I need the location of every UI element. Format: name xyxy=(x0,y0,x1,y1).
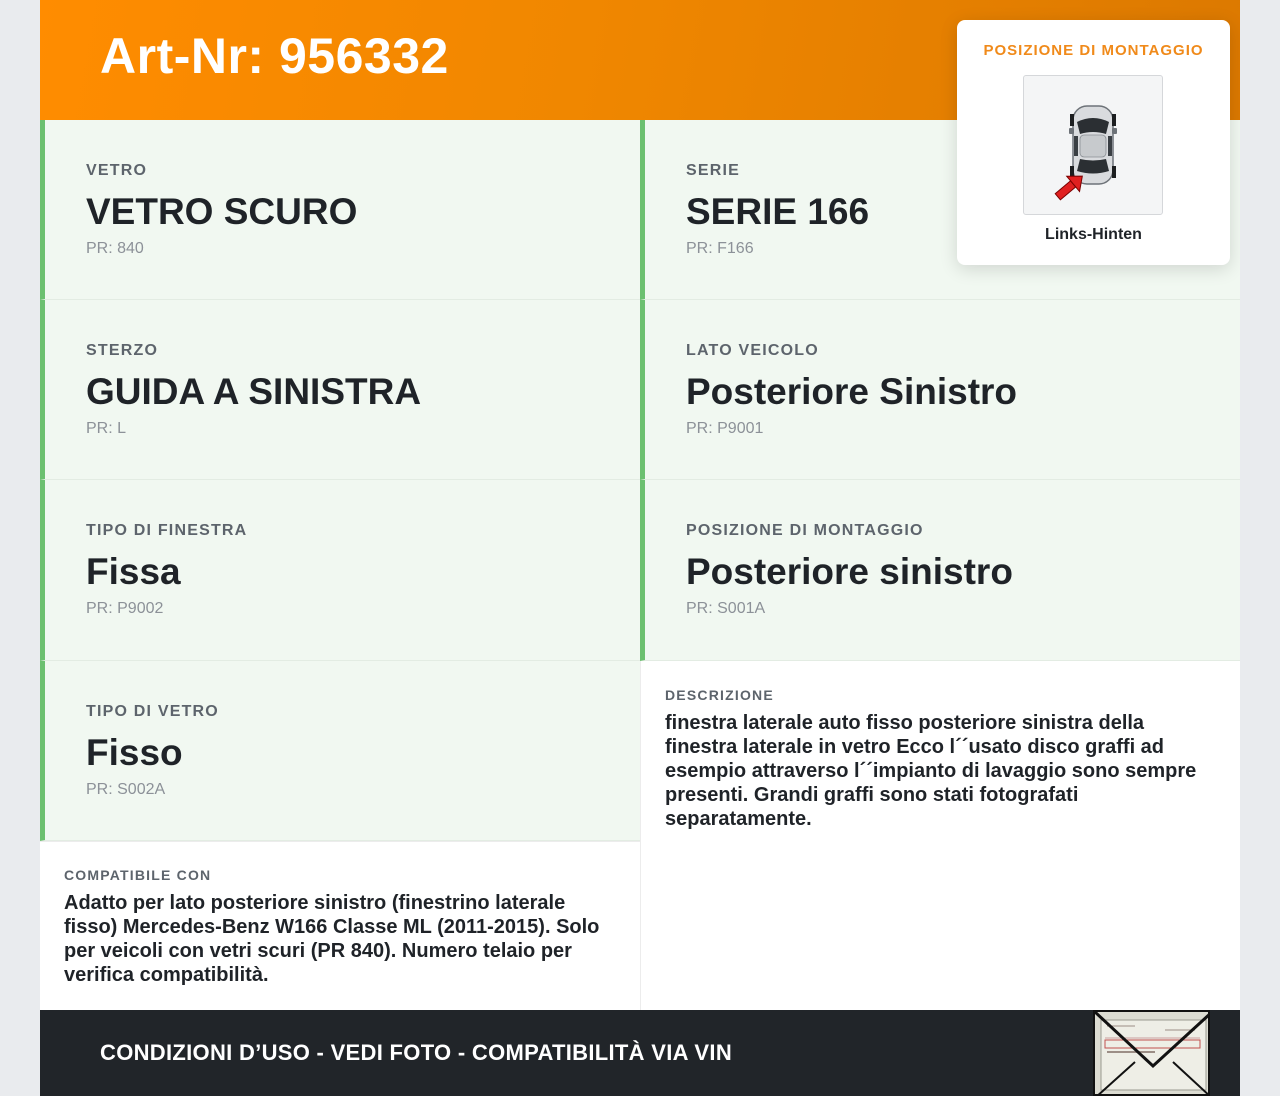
spec-label: POSIZIONE DI MONTAGGIO xyxy=(686,522,924,539)
description-label: DESCRIZIONE xyxy=(665,687,774,703)
spec-label: TIPO DI VETRO xyxy=(86,703,219,720)
spec-pr-code: PR: F166 xyxy=(686,240,754,257)
car-top-view-rear-left-arrow-icon xyxy=(1023,75,1163,215)
spec-cell-lato-veicolo xyxy=(640,300,1240,480)
footer-bar xyxy=(40,1010,1240,1096)
compatibility-text: Adatto per lato posteriore sinistro (finestrino laterale fisso) Mercedes-Benz W166 Classe ML (2011-2015). Solo per veicoli con vetri scuri (PR 840). Numero telaio per verifica compatibilità. xyxy=(64,892,600,986)
spec-value: SERIE 166 xyxy=(686,191,870,232)
spec-label: VETRO xyxy=(86,162,148,179)
spec-value: Fissa xyxy=(86,551,181,592)
spec-value: VETRO SCURO xyxy=(86,191,358,232)
description-text: finestra laterale auto fisso posteriore sinistra della finestra laterale in vetro Ecco l´´usato disco graffi ad esempio attraverso l´´impianto di lavaggio sono sempre presenti. Grandi graffi sono stati fotografati separatamente. xyxy=(665,712,1197,830)
compatibility-section xyxy=(40,841,640,1010)
spec-pr-code: PR: S002A xyxy=(86,781,166,798)
mounting-position-caption: Links-Hinten xyxy=(1045,226,1142,243)
spec-cell-vetro xyxy=(40,120,640,300)
spec-value: Posteriore sinistro xyxy=(686,551,1013,592)
spec-cell-sterzo xyxy=(40,300,640,480)
spec-label: LATO VEICOLO xyxy=(686,342,819,359)
spec-pr-code: PR: P9002 xyxy=(86,600,164,617)
spec-value: Posteriore Sinistro xyxy=(686,371,1018,412)
description-section xyxy=(640,661,1240,1010)
spec-cell-tipo-finestra xyxy=(40,480,640,661)
spec-value: GUIDA A SINISTRA xyxy=(86,371,422,412)
spec-pr-code: PR: L xyxy=(86,420,127,437)
spec-cell-posizione-montaggio xyxy=(640,480,1240,661)
spec-pr-code: PR: S001A xyxy=(686,600,766,617)
spec-value: Fisso xyxy=(86,732,183,773)
article-number-title: Art-Nr: 956332 xyxy=(100,28,449,84)
spec-pr-code: PR: 840 xyxy=(86,240,144,257)
vehicle-document-photo-icon[interactable] xyxy=(1093,1010,1210,1096)
mounting-position-title: POSIZIONE DI MONTAGGIO xyxy=(983,42,1204,59)
footer-text: CONDIZIONI D’USO - VEDI FOTO - COMPATIBILITÀ VIA VIN xyxy=(100,1040,733,1065)
spec-label: SERIE xyxy=(686,162,741,179)
compatibility-label: COMPATIBILE CON xyxy=(64,867,212,883)
mounting-position-card xyxy=(957,20,1230,265)
spec-label: TIPO DI FINESTRA xyxy=(86,522,248,539)
product-sheet xyxy=(40,0,1240,1096)
spec-label: STERZO xyxy=(86,342,159,359)
spec-pr-code: PR: P9001 xyxy=(686,420,764,437)
spec-cell-tipo-vetro xyxy=(40,661,640,841)
